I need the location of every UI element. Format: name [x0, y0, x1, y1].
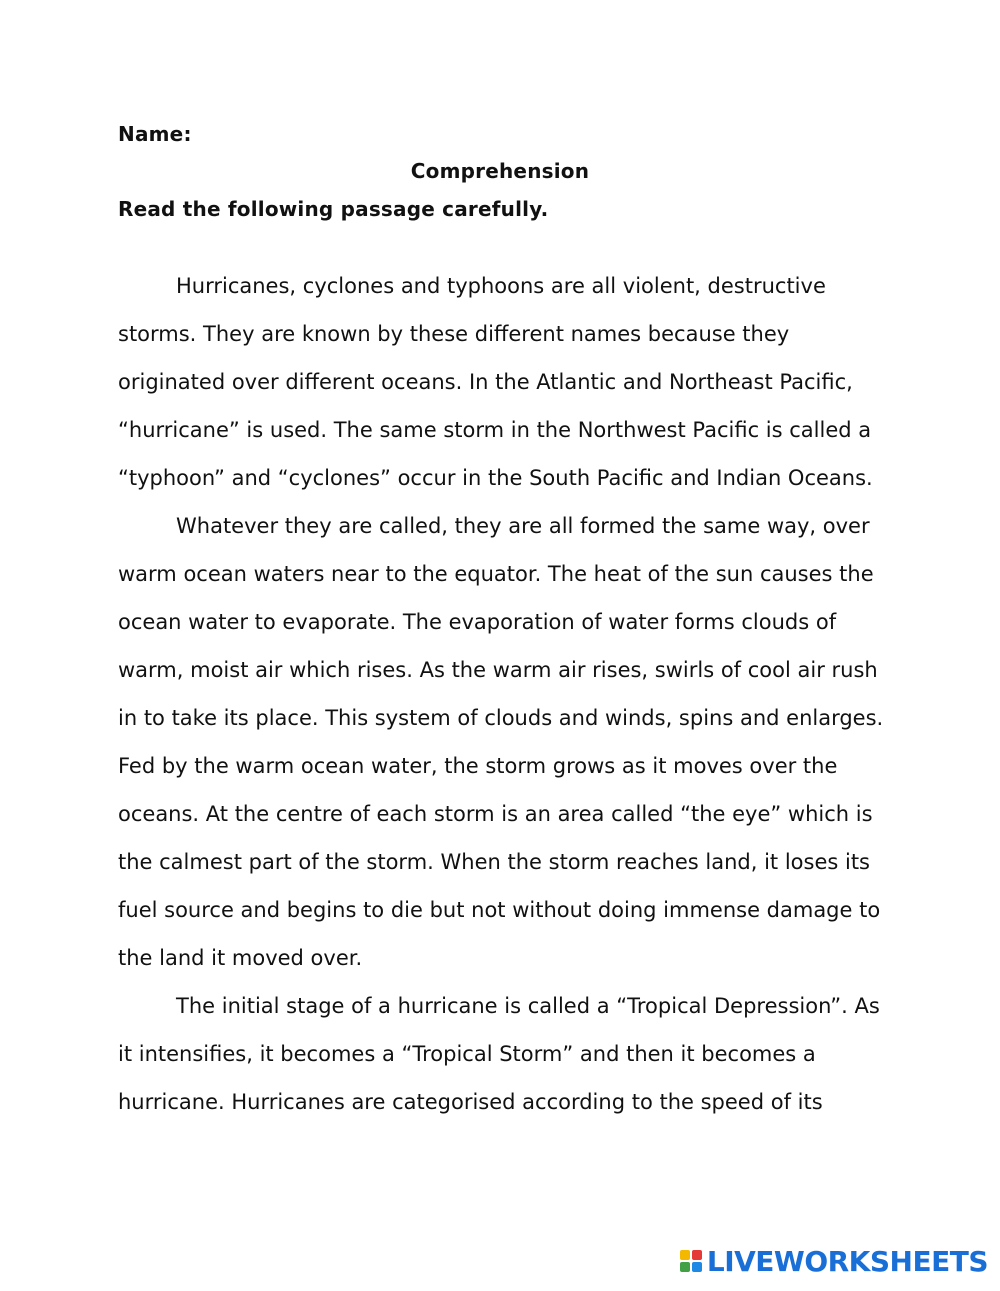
logo-block-3 [680, 1262, 690, 1272]
instruction-text: Read the following passage carefully. [118, 197, 549, 221]
logo-blocks-icon [680, 1250, 702, 1272]
passage-paragraph-1: Hurricanes, cyclones and typhoons are all violent, destructive storms. They are known by these different names because they originated over different oceans. In the Atlantic and Northeast Pacific, “hurricane” is used. The same storm in the Northwest Pacific is called a “typhoon” and “cyclones” occur in the South Pacific and Indian Oceans. [118, 274, 873, 490]
logo-block-2 [692, 1250, 702, 1260]
page-title: Comprehension [410, 159, 590, 183]
liveworksheets-logo [680, 1241, 988, 1281]
logo-block-4 [692, 1262, 702, 1272]
logo-text: LIVEWORKSHEETS [706, 1244, 988, 1278]
passage-paragraph-3: The initial stage of a hurricane is called a “Tropical Depression”. As it intensifies, it becomes a “Tropical Storm” and then it becomes a hurricane. Hurricanes are categorised according to the speed of its [118, 994, 880, 1114]
name-label: Name: [118, 122, 192, 146]
reading-passage [118, 262, 888, 1126]
logo-block-1 [680, 1250, 690, 1260]
passage-paragraph-2: Whatever they are called, they are all formed the same way, over warm ocean waters near to the equator. The heat of the sun causes the ocean water to evaporate. The evaporation of water forms clouds of warm, moist air which rises. As the warm air rises, swirls of cool air rush in to take its place. This system of clouds and winds, spins and enlarges. Fed by the warm ocean water, the storm grows as it moves over the oceans. At the centre of each storm is an area called “the eye” which is the calmest part of the storm. When the storm reaches land, it loses its fuel source and begins to die but not without doing immense damage to the land it moved over. [118, 514, 884, 970]
